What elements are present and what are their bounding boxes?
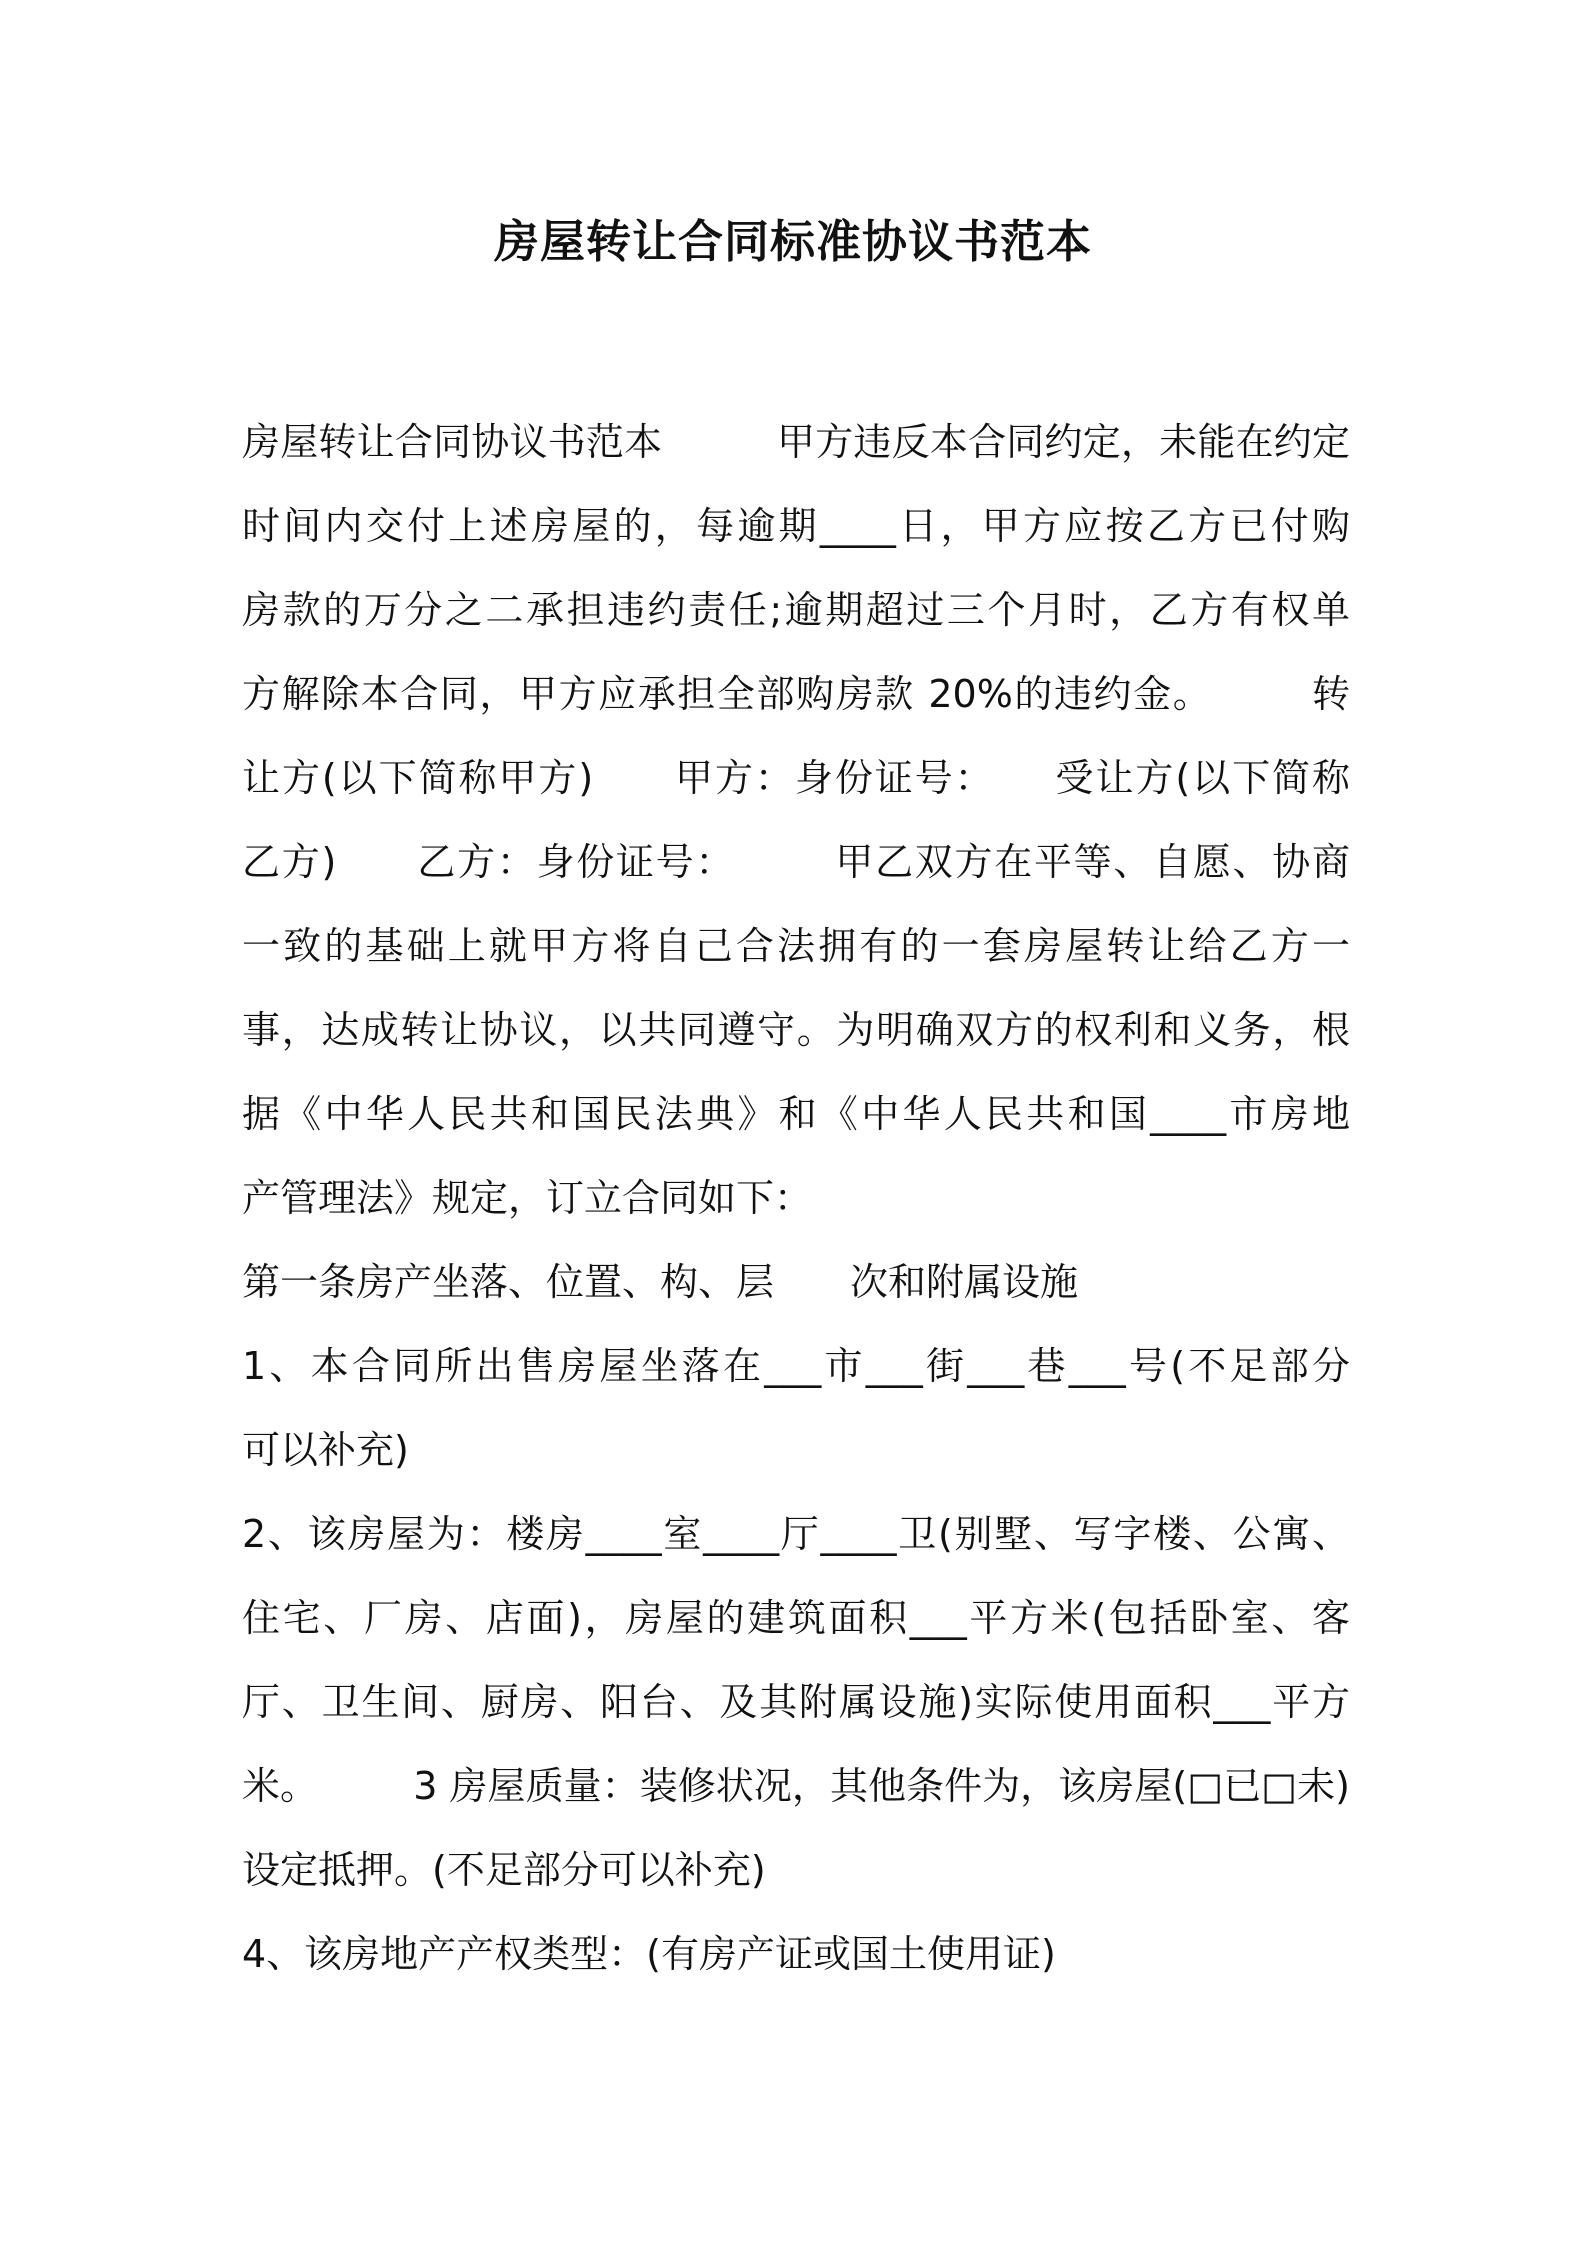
body-line-15: 住宅、厂房、店面)，房屋的建筑面积___平方米(包括卧室、客 xyxy=(242,1596,1350,1640)
document-title: 房屋转让合同标准协议书范本 xyxy=(493,215,1092,268)
document-body xyxy=(242,400,1350,1996)
body-line-4: 方解除本合同，甲方应承担全部购房款 20%的违约金。 转 xyxy=(242,672,1350,716)
body-line-3: 房款的万分之二承担违约责任;逾期超过三个月时，乙方有权单 xyxy=(242,588,1350,632)
body-line-18: 设定抵押。(不足部分可以补充) xyxy=(242,1848,766,1892)
body-line-10: 产管理法》规定，订立合同如下： xyxy=(242,1176,813,1220)
body-line-5: 让方(以下简称甲方) 甲方：身份证号： 受让方(以下简称 xyxy=(242,756,1350,800)
body-line-6: 乙方) 乙方：身份证号： 甲乙双方在平等、自愿、协商 xyxy=(242,840,1350,884)
body-line-19: 4、该房地产产权类型：(有房产证或国土使用证) xyxy=(242,1932,1056,1976)
body-line-13: 可以补充) xyxy=(242,1428,409,1472)
body-line-17: 米。 3 房屋质量：装修状况，其他条件为，该房屋(□已□未) xyxy=(242,1764,1350,1808)
body-line-2: 时间内交付上述房屋的，每逾期____日，甲方应按乙方已付购 xyxy=(242,504,1350,548)
body-line-16: 厅、卫生间、厨房、阳台、及其附属设施)实际使用面积___平方 xyxy=(242,1680,1350,1724)
body-line-7: 一致的基础上就甲方将自己合法拥有的一套房屋转让给乙方一 xyxy=(242,924,1350,968)
body-line-1: 房屋转让合同协议书范本 甲方违反本合同约定，未能在约定 xyxy=(242,420,1350,464)
body-line-9: 据《中华人民共和国民法典》和《中华人民共和国____市房地 xyxy=(242,1092,1350,1136)
article-one-heading: 第一条房产坐落、位置、构、层 次和附属设施 xyxy=(242,1260,1079,1304)
body-line-8: 事，达成转让协议，以共同遵守。为明确双方的权利和义务，根 xyxy=(242,1008,1350,1052)
body-line-12: 1、本合同所出售房屋坐落在___市___街___巷___号(不足部分 xyxy=(242,1344,1350,1388)
body-line-14: 2、该房屋为：楼房____室____厅____卫(别墅、写字楼、公寓、 xyxy=(242,1512,1350,1556)
